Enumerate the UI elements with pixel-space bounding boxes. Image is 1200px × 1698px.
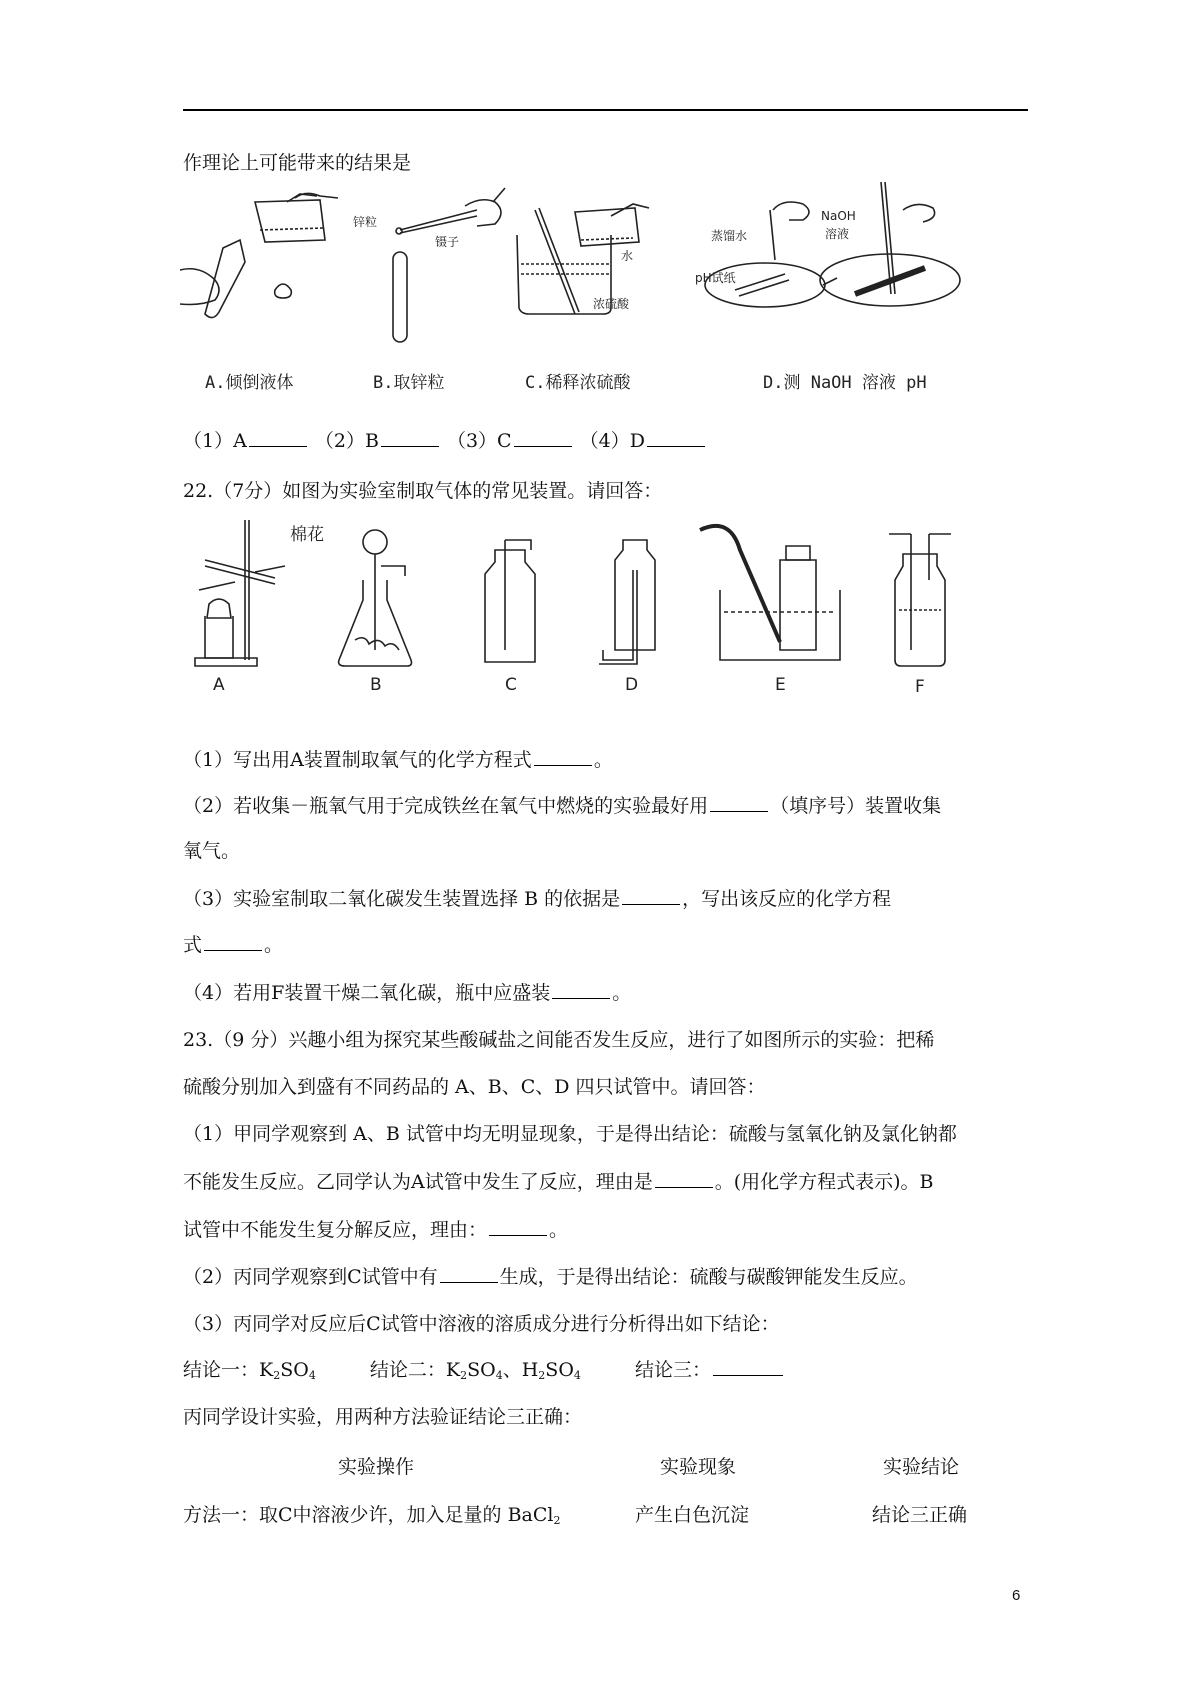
apparatus-c [485,540,535,662]
conclusion2: 结论二：$K_2SO_4$、$H_2SO_4$ [369,1359,581,1382]
table-row1-conclusion: 结论三正确 [872,1504,968,1526]
q22-part2b: 氧气。 [183,840,241,862]
caption-b: B.取锌粒 [373,373,445,393]
label-water: 水 [621,249,634,263]
q22-part3b: 式 。 [183,934,284,956]
q22-part4: （4）若用F装置干燥二氧化碳，瓶中应盛装 。 [183,982,632,1004]
apparatus-b [339,530,412,666]
answer-blank-d[interactable] [647,428,705,447]
answer-blank-a[interactable] [249,428,307,447]
q23-line7: （3）丙同学对反应后C试管中溶液的溶质成分进行分析得出如下结论： [183,1313,780,1335]
apparatus-f [889,534,951,666]
label-solution: 溶液 [825,227,850,241]
pouring-liquid-drawing [180,193,338,317]
label-zinc: 锌粒 [353,215,378,229]
q22-title: 22.（7分）如图为实验室制取气体的常见装置。请回答： [183,480,663,502]
q22-blank-2[interactable] [710,793,768,812]
table-header-conclusion: 实验结论 [883,1456,960,1478]
conclusion3-blank[interactable] [713,1357,783,1376]
apparatus-label-c: C [505,675,517,695]
q22-part3a: （3）实验室制取二氧化碳发生装置选择 B 的依据是 ，写出该反应的化学方程 [183,888,892,910]
label-naoh: NaOH [821,209,856,223]
zinc-granule-drawing [393,188,505,342]
q23-blank-1[interactable] [655,1169,713,1188]
q23-line2: 硫酸分别加入到盛有不同药品的 A、B、C、D 四只试管中。请回答： [183,1076,766,1098]
q23-line5: 试管中不能发生复分解反应，理由： 。 [183,1219,569,1241]
apparatus-d [599,540,655,664]
apparatus-label-b: B [370,675,382,695]
q23-line1: 23.（9 分）兴趣小组为探究某些酸碱盐之间能否发生反应，进行了如图所示的实验：把稀 [183,1029,935,1051]
label-ph-paper: pH试纸 [695,271,736,285]
conclusion1: 结论一：$K_2SO_4$ [183,1359,316,1382]
apparatus-e [700,526,840,660]
q23-line9: 丙同学设计实验，用两种方法验证结论三正确： [183,1406,583,1428]
apparatus-label-e: E [775,675,786,695]
lab-operations-figure [185,190,1025,410]
q23-line3: （1）甲同学观察到 A、B 试管中均无明显现象，于是得出结论：硫酸与氢氧化钠及氯化钠都 [183,1123,957,1145]
q23-blank-2[interactable] [489,1217,547,1236]
table-row1-operation: 方法一：取C中溶液少许，加入足量的 BaCl$_2$ [183,1504,561,1527]
q23-line4: 不能发生反应。乙同学认为A试管中发生了反应，理由是 。(用化学方程式表示)。B [183,1171,934,1193]
page-number: 6 [1012,1587,1021,1604]
q22-part1: （1）写出用A装置制取氧气的化学方程式 。 [183,749,613,771]
apparatus-label-d: D [625,675,639,695]
label-distilled-water: 蒸馏水 [711,229,748,243]
q23-blank-3[interactable] [440,1264,498,1283]
gas-apparatus-figure [185,520,1035,720]
intro-text: 作理论上可能带来的结果是 [183,152,412,174]
q22-blank-1[interactable] [534,747,592,766]
apparatus-label-a: A [213,675,225,695]
answer-blank-c[interactable] [514,428,572,447]
q23-conclusions [183,1357,785,1389]
q22-blank-5[interactable] [552,980,610,999]
answer-line-fig1: （1）A （2）B （3）C （4）D [183,428,707,454]
table-header-phenomenon: 实验现象 [660,1456,737,1478]
caption-c: C.稀释浓硫酸 [525,373,631,393]
apparatus-a [195,520,285,666]
q23-line6: （2）丙同学观察到C试管中有 生成，于是得出结论：硫酸与碳酸钾能发生反应。 [183,1266,918,1288]
q22-blank-4[interactable] [204,932,262,951]
answer-blank-b[interactable] [381,428,439,447]
apparatus-label-f: F [915,677,925,697]
ph-test-drawing [705,182,960,307]
table-header-operation: 实验操作 [338,1456,415,1478]
q22-part2a: （2）若收集－瓶氧气用于完成铁丝在氧气中燃烧的实验最好用 （填序号）装置收集 [183,795,942,817]
conclusion3: 结论三： [635,1359,785,1381]
label-cotton: 棉花 [290,525,324,545]
header-rule [183,109,1028,111]
label-acid: 浓硫酸 [593,297,630,311]
label-tweezers: 镊子 [435,235,460,249]
caption-a: A.倾倒液体 [205,373,294,393]
caption-d: D.测 NaOH 溶液 pH [763,373,927,393]
gas-apparatus-drawing [185,520,1035,720]
q22-blank-3[interactable] [622,886,680,905]
table-row1-phenomenon: 产生白色沉淀 [635,1504,750,1526]
